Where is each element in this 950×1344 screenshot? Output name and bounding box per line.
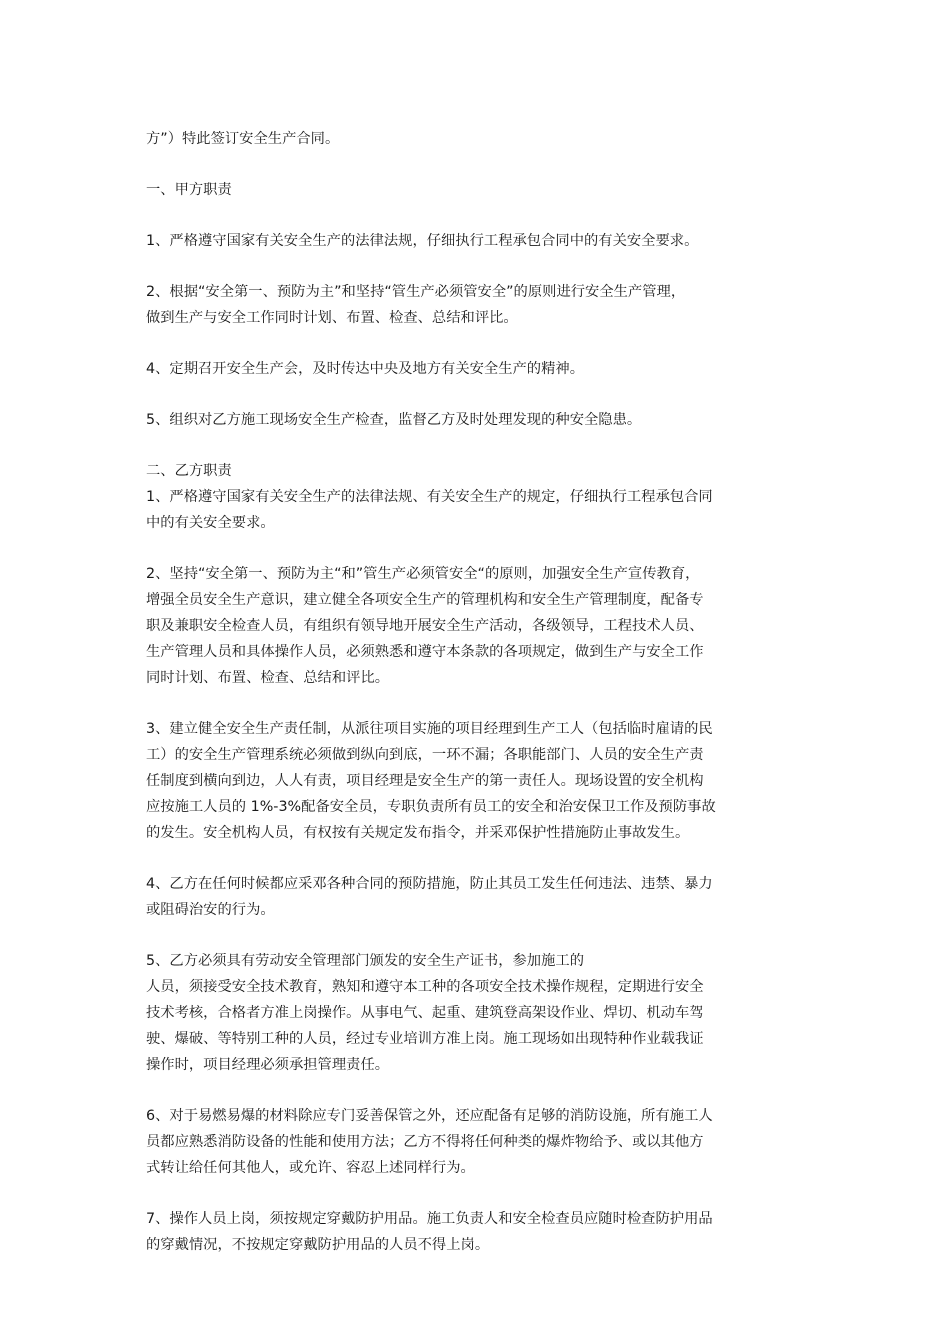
paragraph-b-6: 6、对于易燃易爆的材料除应专门妥善保管之外，还应配备有足够的消防设施，所有施工人 员都应熟悉消防设备的性能和使用方法；乙方不得将任何种类的爆炸物给予、或以其他方 式转让给任何其他人，或允许、容忍上述同样行为。 (146, 1108, 713, 1176)
section-heading-party-a: 一、甲方职责 (146, 182, 232, 198)
paragraph-a-1: 1、严格遵守国家有关安全生产的法律法规，仔细执行工程承包合同中的有关安全要求。 (146, 233, 699, 249)
paragraph-b-5: 5、乙方必须具有劳动安全管理部门颁发的安全生产证书，参加施工的 人员，须接受安全技术教育，熟知和遵守本工种的各项安全技术操作规程，定期进行安全 技术考核，合格者方准上岗操作。从事电气、起重、建筑登高架设作业、焊切、机动车驾 驶、爆破、等特别工种的人员，经过专业培训方准上岗。施工现场如出现特种作业载我证 操作时，项目经理必须承担管理责任。 (146, 953, 704, 1073)
paragraph-b-4: 4、乙方在任何时候都应采邓各种合同的预防措施，防止其员工发生任何违法、违禁、暴力 或阻碍治安的行为。 (146, 876, 713, 918)
paragraph-b-7: 7、操作人员上岗，须按规定穿戴防护用品。施工负责人和安全检查员应随时检查防护用品 的穿戴情况，不按规定穿戴防护用品的人员不得上岗。 (146, 1211, 713, 1253)
section-heading-party-b: 二、乙方职责 (146, 463, 232, 479)
paragraph-b-1: 1、严格遵守国家有关安全生产的法律法规、有关安全生产的规定，仔细执行工程承包合同 中的有关安全要求。 (146, 489, 713, 531)
paragraph-b-2: 2、坚持“安全第一、预防为主“和”管生产必须管安全“的原则，加强安全生产宣传教育， 增强全员安全生产意识，建立健全各项安全生产的管理机构和安全生产管理制度，配备专 职及兼职安全检查人员，有组织有领导地开展安全生产活动，各级领导，工程技术人员、 生产管理人员和具体操作人员，必须熟悉和遵守本条款的各项规定，做到生产与安全工作 同时计划、布置、检查、总结和评比。 (146, 566, 704, 686)
paragraph-b-3: 3、建立健全安全生产责任制，从派往项目实施的项目经理到生产工人（包括临时雇请的民 工）的安全生产管理系统必须做到纵向到底，一环不漏；各职能部门、人员的安全生产责 任制度到横向到边，人人有责，项目经理是安全生产的第一责任人。现场设置的安全机构 应按施工人员的 1%-3%配备安全员，专职负责所有员工的安全和治安保卫工作及预防事故 的发生。安全机构人员，有权按有关规定发布指令，并采邓保护性措施防止事故发生。 (146, 721, 716, 841)
paragraph-intro: 方”）特此签订安全生产合同。 (146, 131, 340, 147)
paragraph-a-5: 5、组织对乙方施工现场安全生产检查，监督乙方及时处理发现的种安全隐患。 (146, 412, 642, 428)
document-body (146, 126, 816, 1283)
paragraph-a-4: 4、定期召开安全生产会，及时传达中央及地方有关安全生产的精神。 (146, 361, 584, 377)
paragraph-a-2: 2、根据“安全第一、预防为主”和坚持“管生产必须管安全”的原则进行安全生产管理， 做到生产与安全工作同时计划、布置、检查、总结和评比。 (146, 284, 686, 326)
